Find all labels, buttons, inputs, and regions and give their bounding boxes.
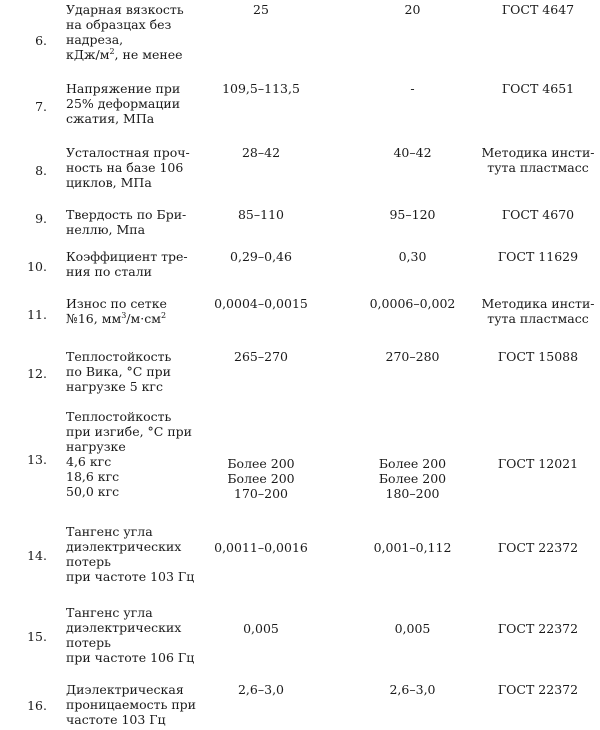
value-material-2: 270–280 (385, 349, 440, 364)
test-standard: ГОСТ 4651 (501, 81, 575, 96)
test-standard: ГОСТ 22372 (497, 540, 579, 555)
test-standard: Методика инсти- тута пластмасс (481, 145, 595, 175)
row-number: 14. (27, 548, 47, 563)
value-material-2: 95–120 (389, 207, 436, 222)
row-number: 10. (27, 259, 47, 274)
value-material-1: Более 200 Более 200 170–200 (227, 456, 295, 501)
test-standard: ГОСТ 22372 (497, 621, 579, 636)
value-material-2: Более 200 Более 200 180–200 (378, 456, 447, 501)
row-number: 8. (35, 163, 47, 178)
value-material-2: 20 (404, 2, 421, 17)
value-material-1: 0,0004–0,0015 (214, 296, 308, 311)
value-material-1: 2,6–3,0 (237, 682, 284, 697)
value-material-2: - (410, 81, 415, 96)
test-standard: ГОСТ 4647 (501, 2, 575, 17)
test-standard: ГОСТ 4670 (501, 207, 575, 222)
property-name: Диэлектрическая проницаемость при частоте 103 Гц (66, 682, 197, 727)
property-name: Твердость по Бри- неллю, Мпа (66, 207, 187, 237)
property-name: Теплостойкость при изгибе, °С при нагрузке 4,6 кгс 18,6 кгс 50,0 кгс (66, 409, 192, 499)
test-standard: ГОСТ 22372 (497, 682, 579, 697)
test-standard: Методика инсти- тута пластмасс (481, 296, 595, 326)
value-material-1: 0,0011–0,0016 (214, 540, 308, 555)
property-name: Тангенс угла диэлектрических потерь при частоте 103 Гц (66, 524, 195, 584)
value-material-1: 28–42 (241, 145, 281, 160)
row-number: 16. (27, 698, 47, 713)
property-name: Коэффициент тре- ния по стали (66, 249, 188, 279)
value-material-1: 265–270 (234, 349, 288, 364)
value-material-1: 25 (253, 2, 269, 17)
test-standard: ГОСТ 12021 (497, 456, 579, 471)
value-material-2: 40–42 (393, 145, 432, 160)
property-name: Усталостная проч- ность на базе 106 циклов, МПа (66, 145, 190, 190)
value-material-2: 0,30 (398, 249, 427, 264)
row-number: 15. (27, 629, 47, 644)
property-name: Износ по сетке №16, $мм^3/м\cdot см^2$ (66, 296, 167, 326)
row-number: 11. (27, 307, 47, 322)
property-name: Напряжение при 25% деформации сжатия, МПа (66, 81, 181, 126)
property-name: Теплостойкость по Вика, °С при нагрузке 5 кгс (66, 349, 172, 394)
row-number: 12. (27, 366, 47, 381)
row-number: 6. (35, 33, 47, 48)
value-material-2: 2,6–3,0 (389, 682, 436, 697)
row-number: 9. (35, 211, 47, 226)
row-number: 7. (35, 99, 47, 114)
property-name: Ударная вязкость на образцах без надреза, кДж/$м^2$, не менее (66, 2, 184, 62)
property-name: Тангенс угла диэлектрических потерь при частоте 106 Гц (66, 605, 195, 665)
value-material-2: 0,0006–0,002 (369, 296, 456, 311)
value-material-1: 0,005 (243, 621, 279, 636)
test-standard: ГОСТ 15088 (497, 349, 579, 364)
value-material-1: 109,5–113,5 (222, 81, 300, 96)
test-standard: ГОСТ 11629 (497, 249, 579, 264)
value-material-2: 0,005 (394, 621, 431, 636)
value-material-1: 85–110 (237, 207, 284, 222)
value-material-1: 0,29–0,46 (230, 249, 292, 264)
value-material-2: 0,001–0,112 (373, 540, 452, 555)
row-number: 13. (27, 452, 47, 467)
